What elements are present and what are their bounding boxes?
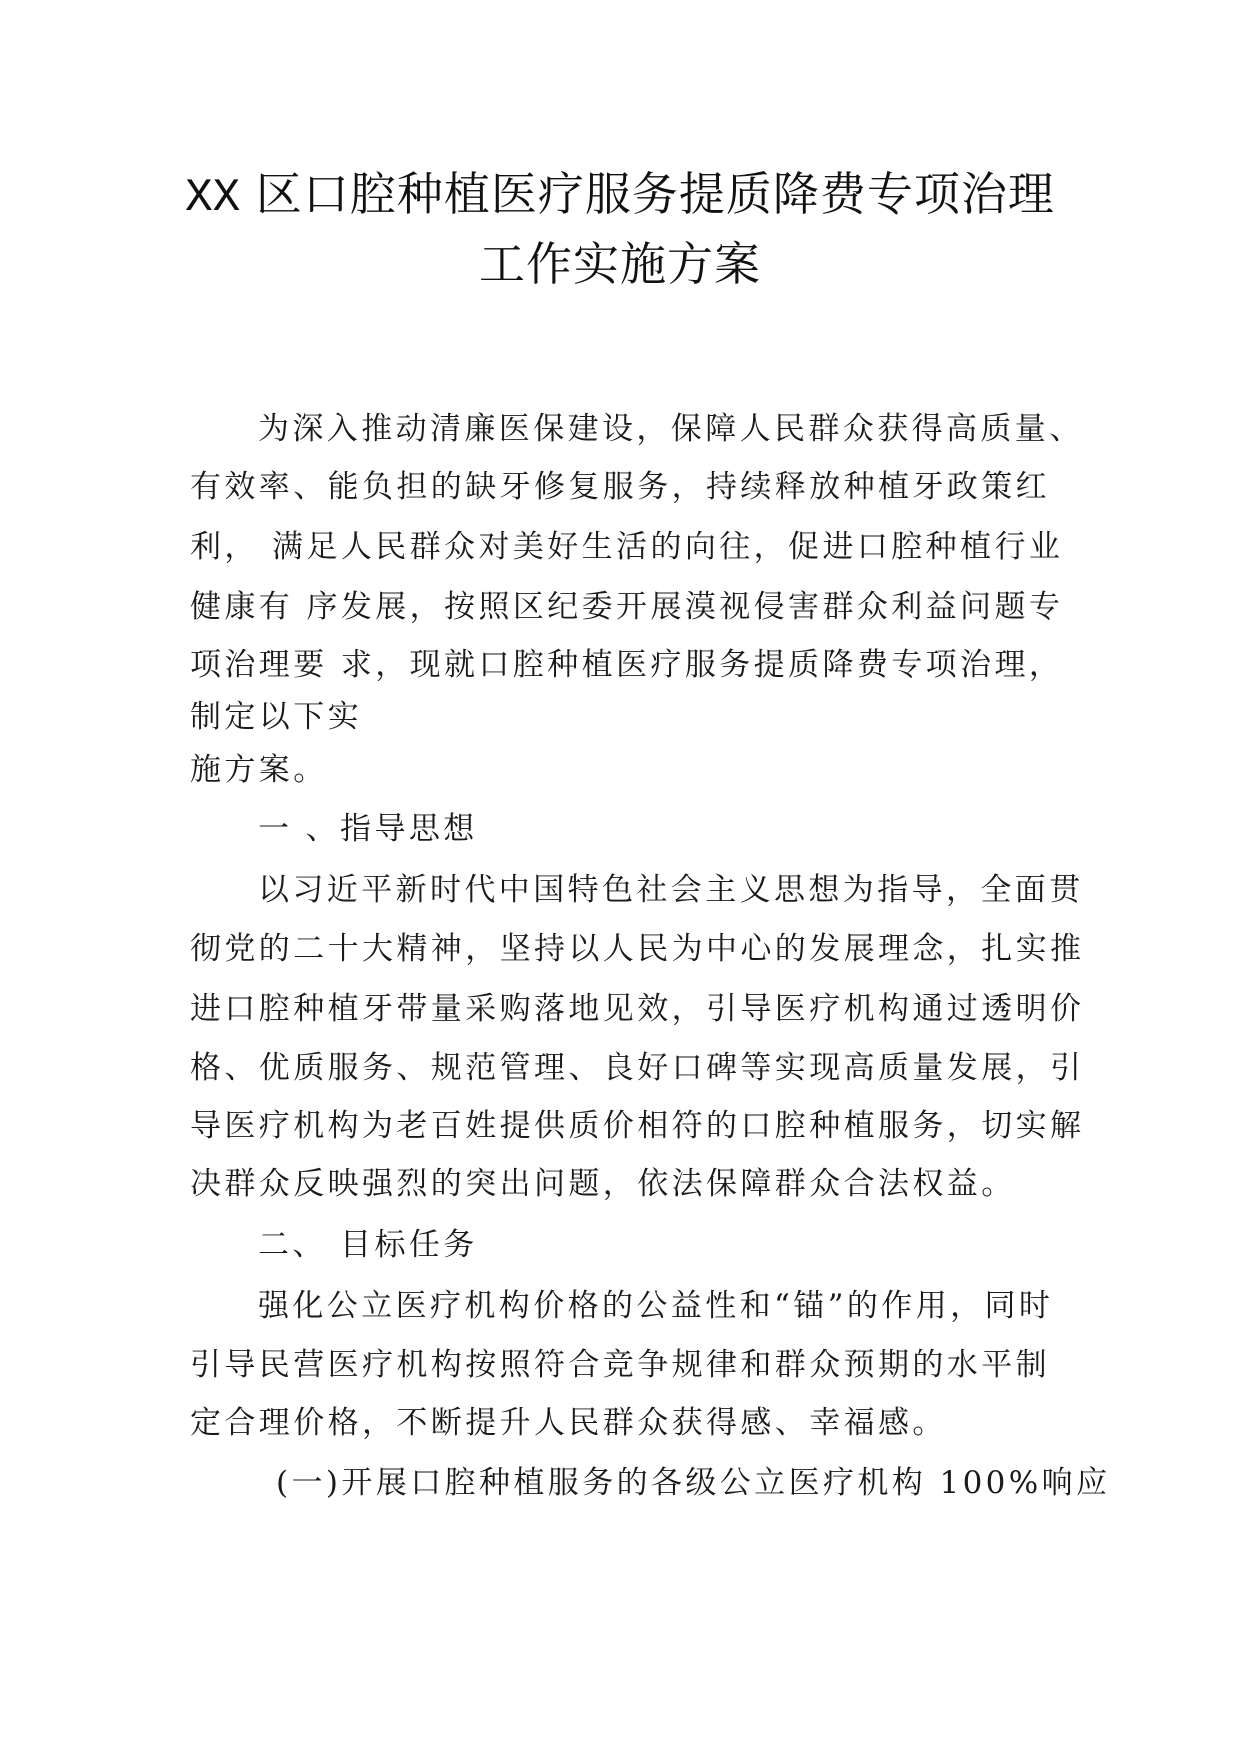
- intro-line: 施方案。: [190, 752, 328, 788]
- section-heading-1: 一 、指导思想: [258, 811, 478, 847]
- intro-line: 为深入推动清廉医保建设，保障人民群众获得高质量、: [258, 411, 1084, 447]
- intro-line: 有效率、能负担的缺牙修复服务，持续释放种植牙政策红: [190, 469, 1050, 505]
- section1-line: 进口腔种植牙带量采购落地见效，引导医疗机构通过透明价: [190, 991, 1085, 1027]
- section1-line: 决群众反映强烈的突出问题，依法保障群众合法权益。: [190, 1166, 1016, 1202]
- section2-line: 强化公立医疗机构价格的公益性和“锚”的作用，同时: [258, 1288, 1054, 1324]
- title-text-2: 工作实施方案: [479, 237, 761, 291]
- document-title-line-2: [150, 228, 1090, 300]
- intro-line: 健康有 序发展，按照区纪委开展漠视侵害群众利益问题专: [190, 589, 1064, 625]
- document-title-line-1: [150, 158, 1090, 234]
- section1-line: 导医疗机构为老百姓提供质价相符的口腔种植服务，切实解: [190, 1108, 1085, 1144]
- title-text-1: 区口腔种植医疗服务提质降费专项治理: [255, 167, 1055, 221]
- section2-item-1: (一)开展口腔种植服务的各级公立医疗机构 100%响应: [276, 1465, 1111, 1501]
- intro-line: 制定以下实: [190, 699, 362, 735]
- section2-line: 引导民营医疗机构按照符合竞争规律和群众预期的水平制: [190, 1347, 1050, 1383]
- title-prefix: XX: [185, 172, 241, 224]
- section1-line: 以习近平新时代中国特色社会主义思想为指导，全面贯: [258, 872, 1084, 908]
- section1-line: 格、优质服务、规范管理、良好口碑等实现高质量发展，引: [190, 1050, 1085, 1086]
- section1-line: 彻党的二十大精神，坚持以人民为中心的发展理念，扎实推: [190, 931, 1085, 967]
- intro-line: 利， 满足人民群众对美好生活的向往，促进口腔种植行业: [190, 529, 1064, 565]
- section2-line: 定合理价格，不断提升人民群众获得感、幸福感。: [190, 1405, 947, 1441]
- section-heading-2: 二、 目标任务: [258, 1227, 478, 1263]
- intro-line: 项治理要 求，现就口腔种植医疗服务提质降费专项治理，: [190, 647, 1064, 683]
